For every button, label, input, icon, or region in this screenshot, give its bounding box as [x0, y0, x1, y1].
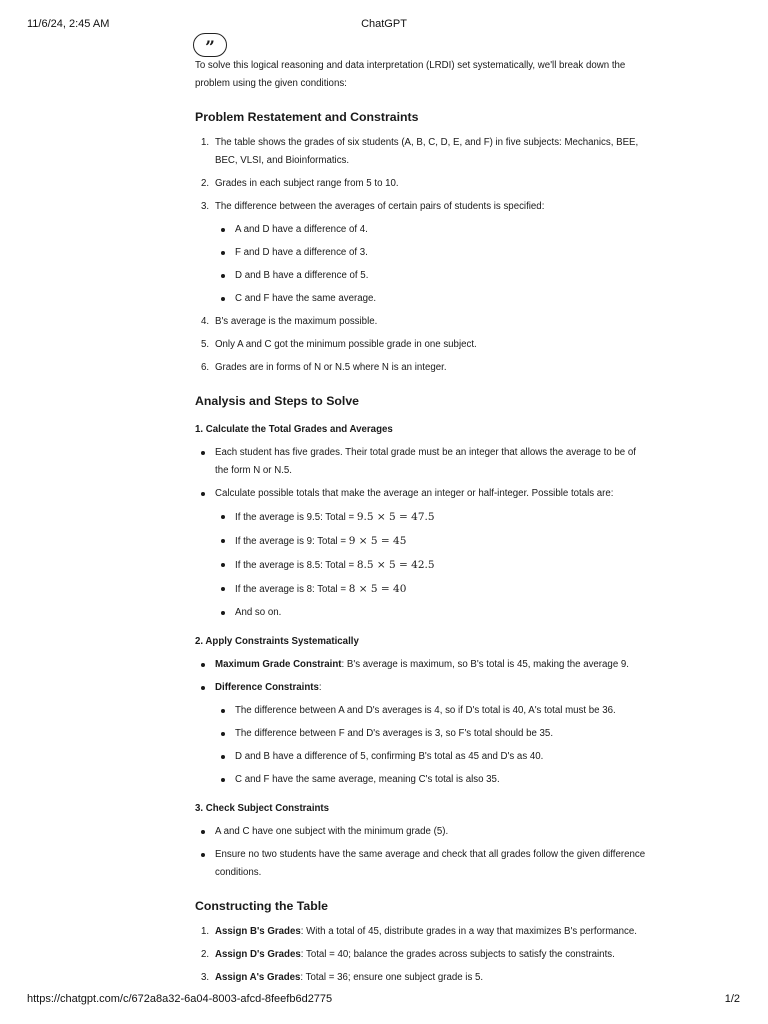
- bold-label: Assign B's Grades: [215, 926, 301, 937]
- list-item: [195, 823, 647, 841]
- bullet-dot: [221, 778, 225, 782]
- list-number: 3.: [201, 201, 210, 212]
- list-item-text: The table shows the grades of six students (A, B, C, D, E, and F) in five subjects: Mechanics, BEE, BEC, VLSI, and Bioinformatics.: [215, 137, 639, 166]
- list-item-text: D and B have a difference of 5, confirming B's total as 45 and D's as 40.: [235, 751, 544, 762]
- list-number: 1.: [201, 137, 210, 148]
- bold-label: Assign D's Grades: [215, 949, 301, 960]
- list-item-text: B's average is the maximum possible.: [215, 316, 378, 327]
- bold-label: Assign A's Grades: [215, 972, 301, 983]
- list-item: [195, 444, 647, 480]
- step-heading-constraints: 2. Apply Constraints Systematically: [195, 636, 359, 647]
- list-item-text: If the average is 8: Total =: [235, 584, 349, 595]
- list-item: [195, 679, 647, 789]
- subject-constraints-bullets: [195, 823, 647, 882]
- print-footer-page: 1/2: [724, 993, 740, 1005]
- list-item-text: :: [318, 682, 322, 693]
- list-item-text: Ensure no two students have the same average and check that all grades follow the given difference conditions.: [215, 849, 646, 878]
- print-footer-url: https://chatgpt.com/c/672a8a32-6a04-8003-afcd-8feefb6d2775: [27, 993, 333, 1005]
- list-item: [195, 604, 647, 622]
- list-number: 4.: [201, 316, 210, 327]
- list-item-text: A and D have a difference of 4.: [235, 224, 368, 235]
- list-item: [195, 485, 647, 503]
- list-item: [195, 946, 647, 964]
- list-item-text: The difference between F and D's averages is 3, so F's total should be 35.: [235, 728, 554, 739]
- table-steps-list: [195, 923, 647, 987]
- difference-constraints-list: [195, 702, 647, 789]
- list-item-text: A and C have one subject with the minimum grade (5).: [215, 826, 449, 837]
- section-heading-table: Constructing the Table: [195, 899, 328, 913]
- bullet-dot: [201, 451, 205, 455]
- list-item: [195, 359, 647, 377]
- list-item: [195, 267, 647, 285]
- list-item-text: Grades are in forms of N or N.5 where N is an integer.: [215, 362, 447, 373]
- list-item: [195, 532, 647, 551]
- list-item-text: : Total = 40; balance the grades across subjects to satisfy the constraints.: [300, 949, 615, 960]
- list-item: [195, 244, 647, 262]
- list-item-text: The difference between A and D's averages is 4, so if D's total is 40, A's total must be 36.: [235, 705, 616, 716]
- list-item: [195, 313, 647, 331]
- print-header-title: ChatGPT: [361, 18, 407, 30]
- list-number: 5.: [201, 339, 210, 350]
- bullet-dot: [221, 709, 225, 713]
- bullet-dot: [221, 563, 225, 567]
- list-number: 2.: [201, 178, 210, 189]
- bullet-dot: [221, 228, 225, 232]
- list-item-text: If the average is 9.5: Total =: [235, 512, 357, 523]
- section-heading-restatement: Problem Restatement and Constraints: [195, 110, 419, 124]
- list-item-text: Grades in each subject range from 5 to 10.: [215, 178, 399, 189]
- list-item: [195, 702, 647, 720]
- list-item: [195, 656, 647, 674]
- list-item: [195, 508, 647, 527]
- quote-icon-glyph: ”: [205, 38, 215, 58]
- list-item: [195, 134, 647, 170]
- list-item: [195, 221, 647, 239]
- list-number: 6.: [201, 362, 210, 373]
- list-item: [195, 336, 647, 354]
- list-item-text: D and B have a difference of 5.: [235, 270, 369, 281]
- bullet-dot: [221, 611, 225, 615]
- pair-difference-list: [195, 221, 647, 308]
- list-item: [195, 969, 647, 987]
- quote-icon: [193, 33, 227, 57]
- possible-totals-list: [195, 508, 647, 622]
- message-content: [195, 57, 647, 992]
- list-number: 1.: [201, 926, 210, 937]
- bullet-dot: [221, 274, 225, 278]
- list-item-text: F and D have a difference of 3.: [235, 247, 368, 258]
- totals-bullets: [195, 444, 647, 503]
- list-item: [195, 580, 647, 599]
- list-number: 3.: [201, 972, 210, 983]
- bullet-dot: [201, 663, 205, 667]
- math-expression: 9.5 × 5 = 47.5: [356, 511, 435, 523]
- constraints-list: [195, 134, 647, 377]
- list-item-text: C and F have the same average, meaning C's total is also 35.: [235, 774, 500, 785]
- list-item: [195, 771, 647, 789]
- list-item: [195, 748, 647, 766]
- list-item-text: If the average is 9: Total =: [235, 536, 349, 547]
- list-item: [195, 175, 647, 193]
- step-heading-subjects: 3. Check Subject Constraints: [195, 803, 330, 814]
- intro-paragraph: To solve this logical reasoning and data interpretation (LRDI) set systematically, we'll break down the problem using the given conditions:: [195, 60, 626, 89]
- list-item: [195, 725, 647, 743]
- list-item: [195, 198, 647, 308]
- bullet-dot: [221, 732, 225, 736]
- bullet-dot: [221, 755, 225, 759]
- list-item: [195, 923, 647, 941]
- list-item: [195, 846, 647, 882]
- bullet-dot: [221, 515, 225, 519]
- bullet-dot: [221, 251, 225, 255]
- list-item-text: : Total = 36; ensure one subject grade is 5.: [300, 972, 484, 983]
- list-item: [195, 290, 647, 308]
- section-heading-analysis: Analysis and Steps to Solve: [195, 394, 360, 408]
- print-header-datetime: 11/6/24, 2:45 AM: [27, 18, 110, 30]
- bullet-dot: [201, 492, 205, 496]
- bullet-dot: [201, 853, 205, 857]
- list-item-text: C and F have the same average.: [235, 293, 377, 304]
- math-expression: 8 × 5 = 40: [348, 583, 407, 595]
- bullet-dot: [221, 297, 225, 301]
- constraints-bullets: [195, 656, 647, 789]
- list-item-text: The difference between the averages of certain pairs of students is specified:: [215, 201, 545, 212]
- list-item-text: Each student has five grades. Their total grade must be an integer that allows the average to be of the form N or N.5.: [215, 447, 636, 476]
- math-expression: 8.5 × 5 = 42.5: [356, 559, 435, 571]
- bullet-dot: [201, 830, 205, 834]
- bullet-dot: [221, 539, 225, 543]
- list-item: [195, 556, 647, 575]
- list-item-text: : With a total of 45, distribute grades in a way that maximizes B's performance.: [300, 926, 637, 937]
- list-item-text: : B's average is maximum, so B's total is 45, making the average 9.: [341, 659, 629, 670]
- bullet-dot: [221, 587, 225, 591]
- list-number: 2.: [201, 949, 210, 960]
- bold-label: Maximum Grade Constraint: [215, 659, 342, 670]
- list-item-text: Calculate possible totals that make the average an integer or half-integer. Possible totals are:: [215, 488, 614, 499]
- list-item-text: Only A and C got the minimum possible grade in one subject.: [215, 339, 477, 350]
- list-item-text: If the average is 8.5: Total =: [235, 560, 357, 571]
- step-heading-totals: 1. Calculate the Total Grades and Averages: [195, 424, 393, 435]
- bullet-dot: [201, 686, 205, 690]
- math-expression: 9 × 5 = 45: [348, 535, 407, 547]
- list-item-text: And so on.: [235, 607, 282, 618]
- bold-label: Difference Constraints: [215, 682, 319, 693]
